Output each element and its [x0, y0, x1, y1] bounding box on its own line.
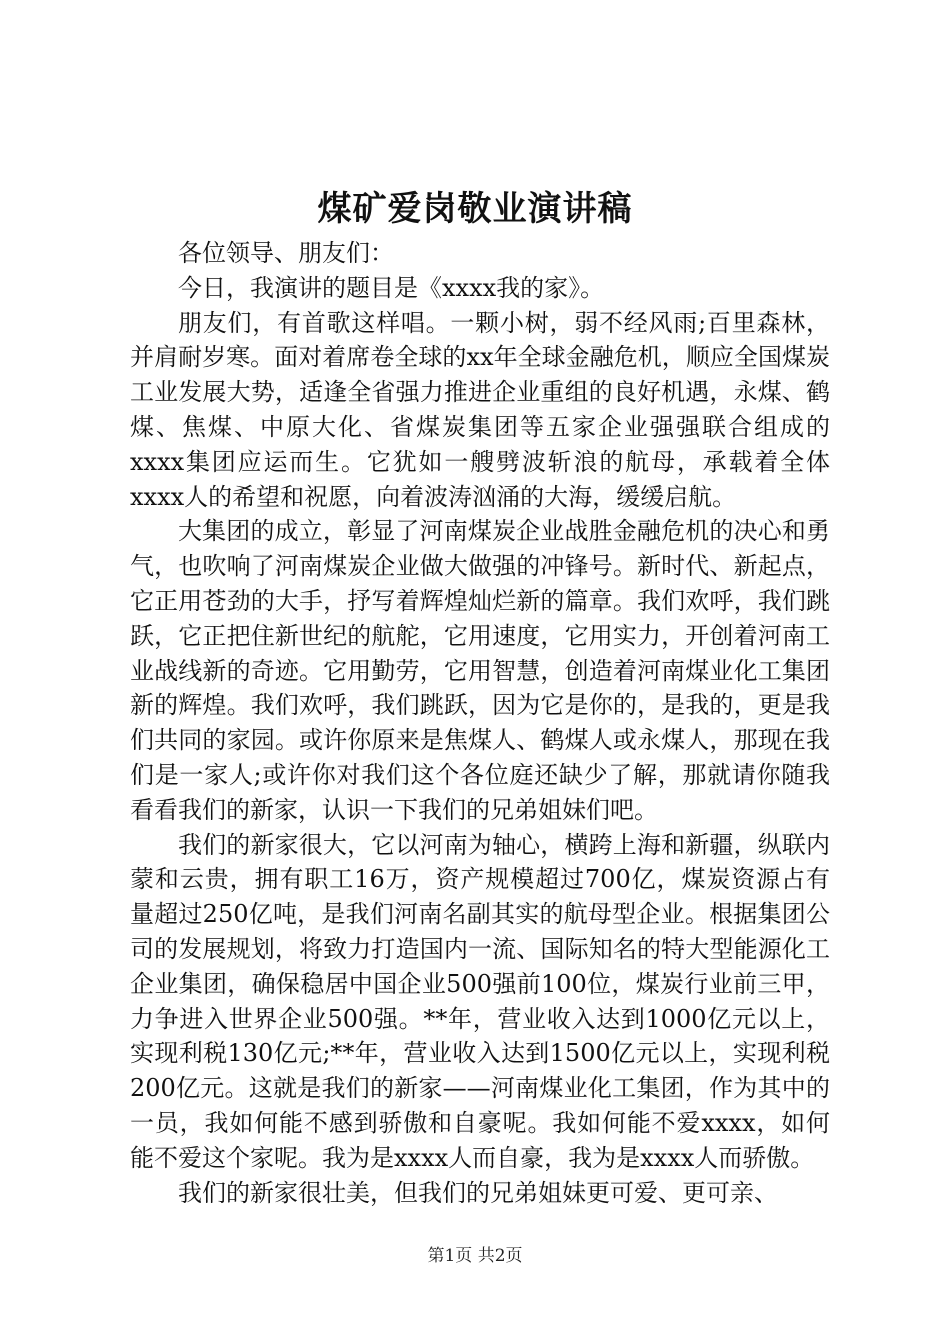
salutation-paragraph: 各位领导、朋友们： [178, 239, 394, 267]
page-number-footer: 第1页 共2页 [427, 1246, 523, 1266]
document-title: 煤矿爱岗敬业演讲稿 [317, 189, 633, 229]
body-paragraph-continued: 我们的新家很壮美，但我们的兄弟姐妹更可爱、更可亲、 [178, 1178, 778, 1207]
body-paragraph: 朋友们，有首歌这样唱。一颗小树，弱不经风雨;百里森林，并肩耐岁寒。面对着席卷全球的xx年全球金融危机，顺应全国煤炭工业发展大势，适逢全省强力推进企业重组的良好机遇，永煤、鹤煤、焦煤、中原大化、省煤炭集团等五家企业强强联合组成的xxxx集团应运而生。它犹如一艘劈波斩浪的航母，承载着全体xxxx人的希望和祝愿，向着波涛汹涌的大海，缓缓启航。 [130, 308, 830, 511]
document-body [130, 236, 830, 1210]
body-paragraph: 我们的新家很大，它以河南为轴心，横跨上海和新疆，纵联内蒙和云贵，拥有职工16万，资产规模超过700亿，煤炭资源占有量超过250亿吨，是我们河南名副其实的航母型企业。根据集团公司的发展规划，将致力打造国内一流、国际知名的特大型能源化工企业集团，确保稳居中国企业500强前100位，煤炭行业前三甲，力争进入世界企业500强。**年，营业收入达到1000亿元以上，实现利税130亿元;**年，营业收入达到1500亿元以上，实现利税200亿元。这就是我们的新家——河南煤业化工集团，作为其中的一员，我如何能不感到骄傲和自豪呢。我如何能不爱xxxx，如何能不爱这个家呢。我为是xxxx人而自豪，我为是xxxx人而骄傲。 [130, 830, 830, 1172]
speech-topic-paragraph: 今日，我演讲的题目是《xxxx我的家》。 [178, 273, 605, 302]
body-paragraph: 大集团的成立，彰显了河南煤炭企业战胜金融危机的决心和勇气，也吹响了河南煤炭企业做大做强的冲锋号。新时代、新起点，它正用苍劲的大手，抒写着辉煌灿烂新的篇章。我们欢呼，我们跳跃，它正把住新世纪的航舵，它用速度，它用实力，开创着河南工业战线新的奇迹。它用勤劳，它用智慧，创造着河南煤业化工集团新的辉煌。我们欢呼，我们跳跃，因为它是你的，是我的，更是我们共同的家园。或许你原来是焦煤人、鹤煤人或永煤人，那现在我们是一家人;或许你对我们这个各位庭还缺少了解，那就请你随我看看我们的新家，认识一下我们的兄弟姐妹们吧。 [130, 517, 830, 824]
